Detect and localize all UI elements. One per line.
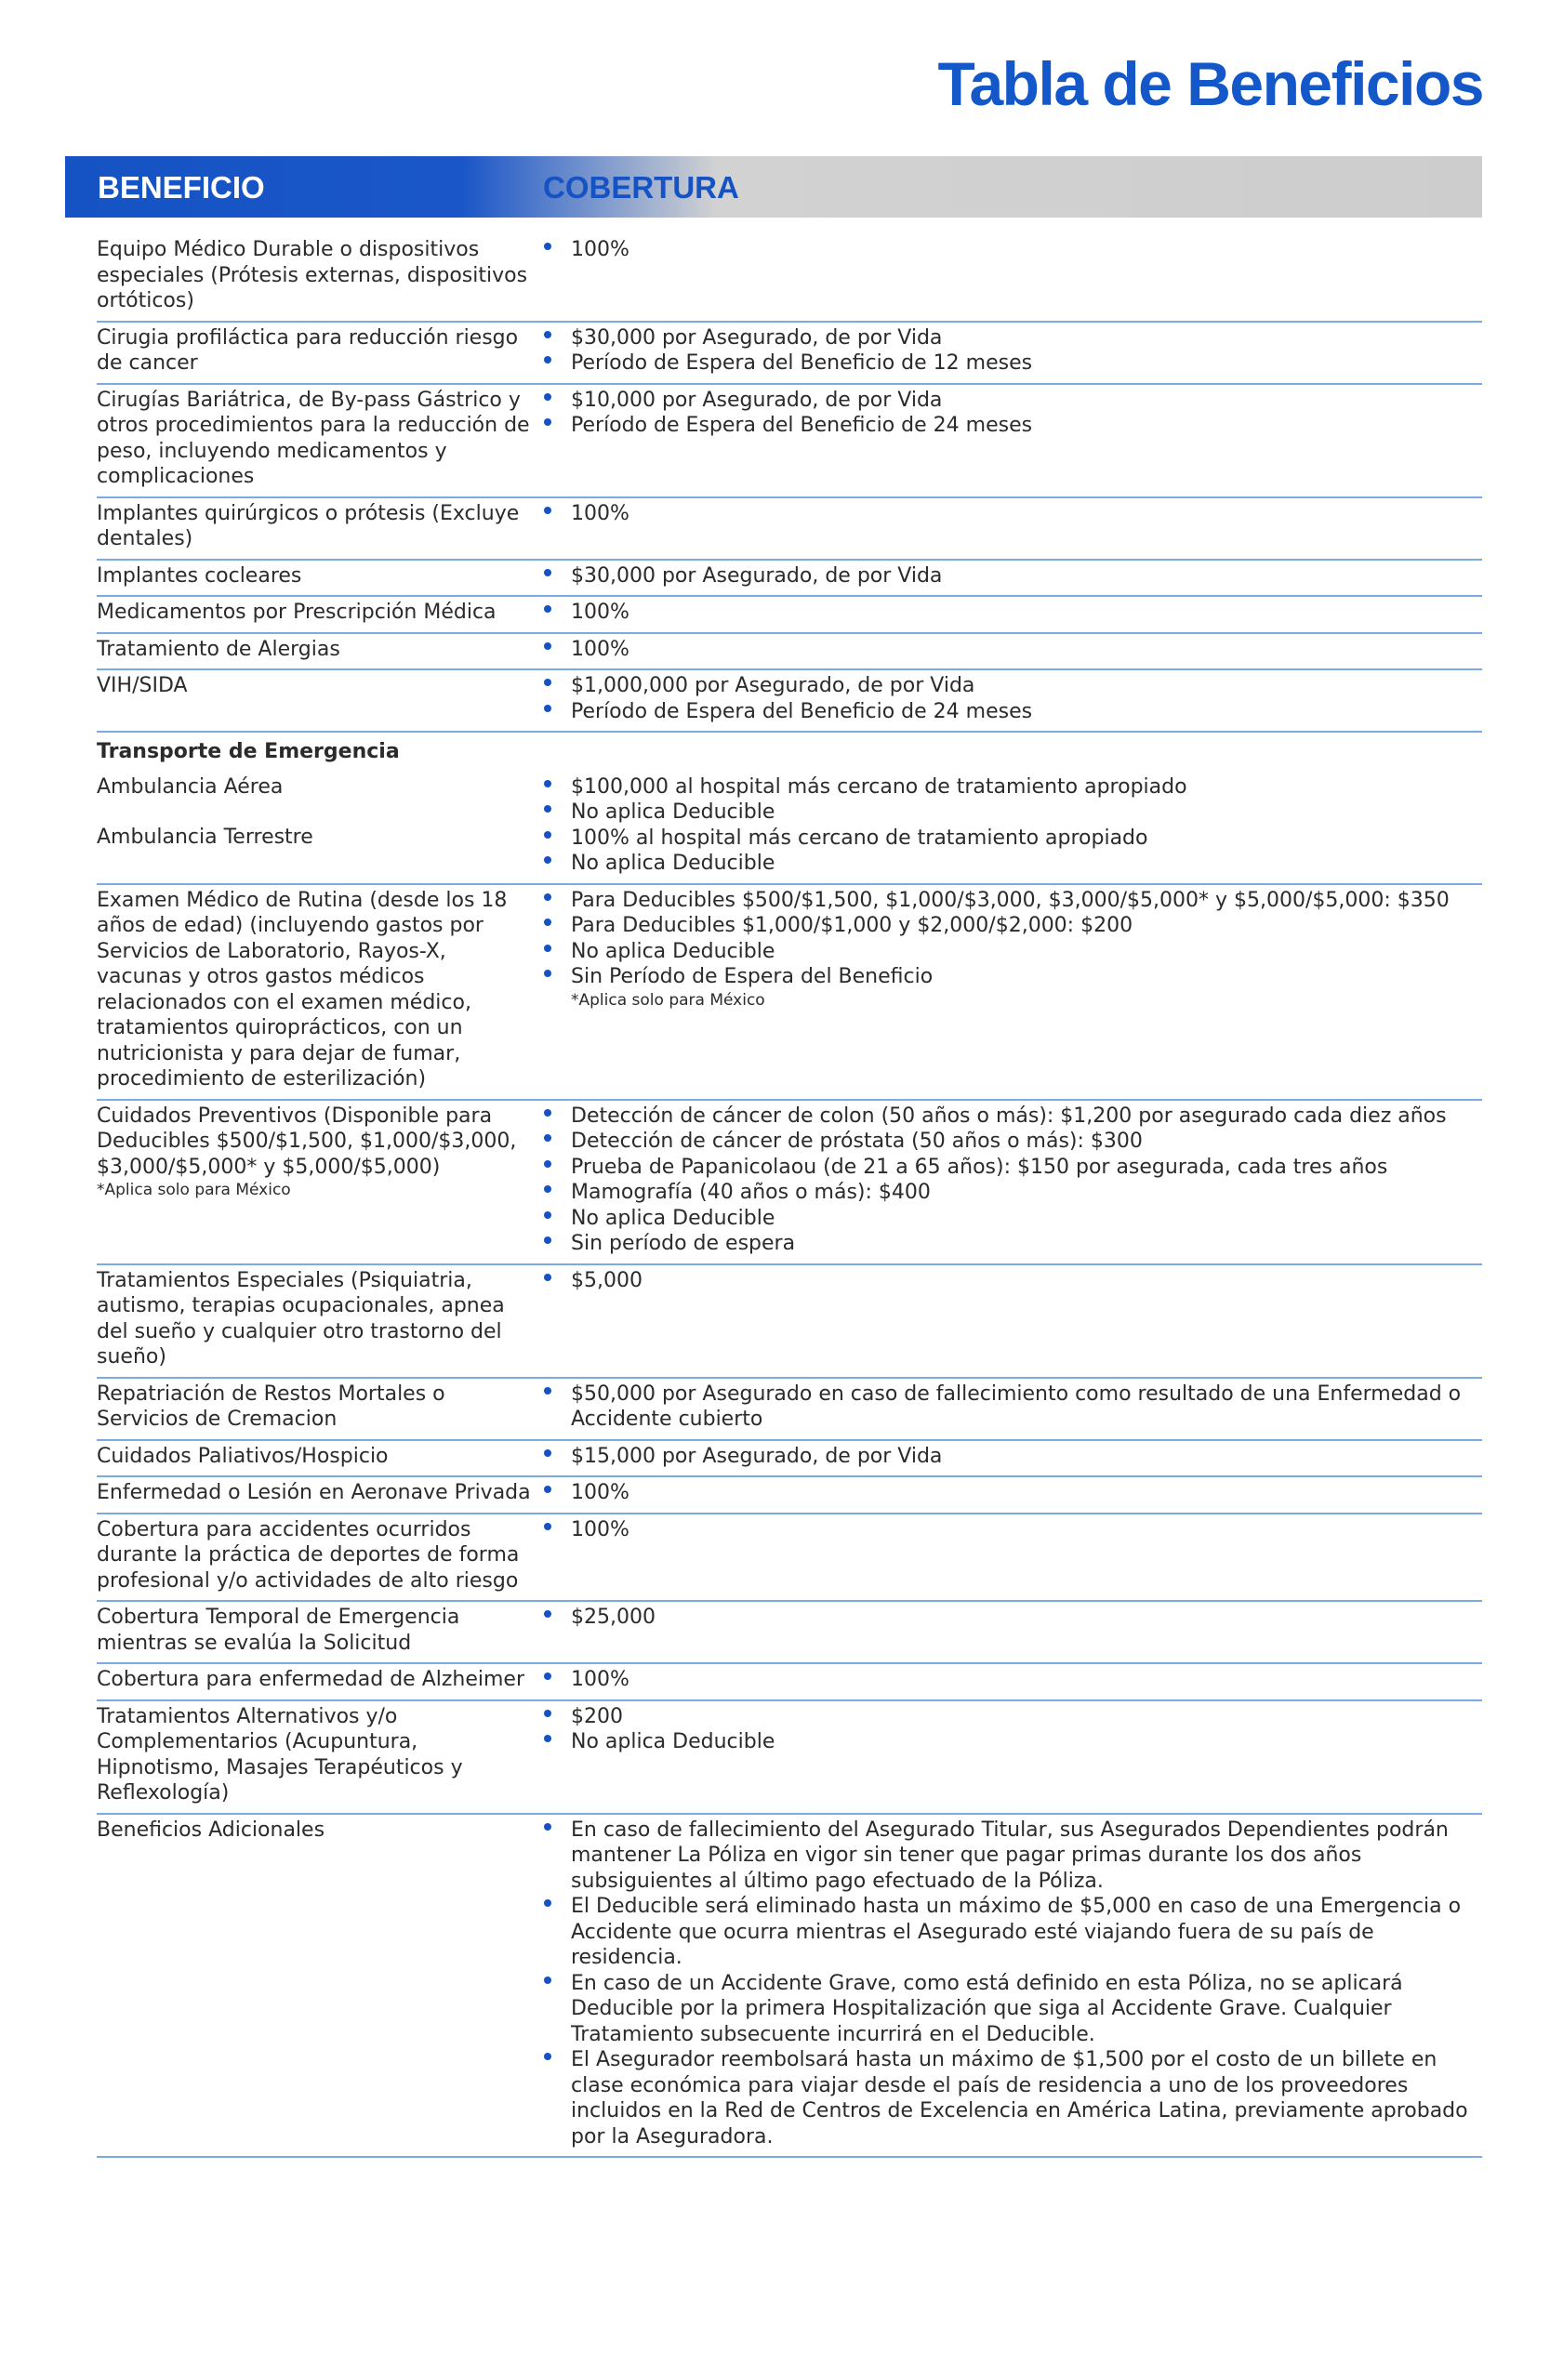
coverage-item: Para Deducibles $1,000/$1,000 y $2,000/$2,000: $200 [537, 913, 1482, 939]
coverage-item: Período de Espera del Beneficio de 24 meses [537, 413, 1482, 439]
coverage-item: 100% [537, 600, 1482, 626]
benefit-name [97, 774, 537, 877]
ambulancia-terrestre: Ambulancia Terrestre [97, 826, 313, 849]
coverage-item: $50,000 por Asegurado en caso de fallecimiento como resultado de una Enfermedad o Accidente cubierto [537, 1382, 1482, 1433]
coverage-item: Mamografía (40 años o más): $400 [537, 1180, 1482, 1206]
coverage-item: $200 [537, 1704, 1482, 1730]
coverage-item: Para Deducibles $500/$1,500, $1,000/$3,000, $3,000/$5,000* y $5,000/$5,000: $350 [537, 888, 1482, 914]
footnote: *Aplica solo para México [97, 1181, 291, 1199]
table-header [65, 156, 1482, 218]
table-row [97, 772, 1482, 885]
benefit-name: Cobertura para enfermedad de Alzheimer [97, 1668, 525, 1691]
coverage-item: $25,000 [537, 1605, 1482, 1631]
section-row [97, 733, 1482, 772]
benefit-name: Repatriación de Restos Mortales o Servicios de Cremacion [97, 1382, 445, 1431]
coverage-item: $5,000 [537, 1268, 1482, 1294]
footnote: *Aplica solo para México [571, 990, 765, 1010]
coverage-item: En caso de un Accidente Grave, como está definido en esta Póliza, no se aplicará Deducible por la primera Hospitalización que siga al Accidente Grave. Cualquier Tratamiento subsecuente incurrirá en el Deducible. [537, 1971, 1482, 2048]
coverage-item: No aplica Deducible [537, 1729, 1482, 1755]
table-row [97, 634, 1482, 671]
table-row [97, 670, 1482, 733]
coverage-item: 100% al hospital más cercano de tratamiento apropiado [537, 826, 1482, 852]
coverage-item: 100% [537, 1667, 1482, 1693]
table-row [97, 561, 1482, 598]
table-row [97, 1664, 1482, 1701]
benefit-name [97, 1104, 537, 1257]
table-row [97, 1265, 1482, 1379]
coverage-item: El Asegurador reembolsará hasta un máximo de $1,500 por el costo de un billete en clase económica para viajar desde el país de residencia a uno de los proveedores incluidos en la Red de Centros de Excelencia en América Latina, previamente aprobado por la Aseguradora. [537, 2047, 1482, 2149]
benefit-name: Cobertura Temporal de Emergencia mientras se evalúa la Solicitud [97, 1606, 460, 1655]
coverage-item: $30,000 por Asegurado, de por Vida [537, 563, 1482, 589]
table-row [97, 234, 1482, 323]
table-row [97, 597, 1482, 634]
benefit-name: Tratamientos Alternativos y/o Complementarios (Acupuntura, Hipnotismo, Masajes Terapéuticos y Reflexología) [97, 1704, 463, 1805]
benefit-name: Cuidados Paliativos/Hospicio [97, 1444, 389, 1468]
benefit-name: Examen Médico de Rutina (desde los 18 años de edad) (incluyendo gastos por Servicios de Laboratorio, Rayos-X, vacunas y otros gastos médicos relacionados con el examen médico, tratamientos quiroprácticos, con un nutricionista y para dejar de fumar, procedimiento de esterilización) [97, 888, 508, 1091]
benefit-name: VIH/SIDA [97, 674, 188, 697]
coverage-item: 100% [537, 637, 1482, 663]
coverage-item: $100,000 al hospital más cercano de tratamiento apropiado [537, 774, 1482, 800]
coverage-item: Detección de cáncer de próstata (50 años o más): $300 [537, 1129, 1482, 1155]
benefits-table [97, 234, 1482, 2158]
page-title: Tabla de Beneficios [937, 49, 1483, 118]
coverage-item: No aplica Deducible [537, 800, 1482, 826]
table-row [97, 1379, 1482, 1441]
table-row [97, 1477, 1482, 1514]
table-row [97, 1602, 1482, 1664]
coverage-item: $10,000 por Asegurado, de por Vida [537, 388, 1482, 414]
coverage-item: 100% [537, 1517, 1482, 1543]
coverage-item: Prueba de Papanicolaou (de 21 a 65 años): $150 por asegurada, cada tres años [537, 1155, 1482, 1181]
coverage-item: Período de Espera del Beneficio de 12 meses [537, 350, 1482, 377]
coverage-item: 100% [537, 501, 1482, 527]
table-row [97, 498, 1482, 561]
coverage-item: El Deducible será eliminado hasta un máximo de $5,000 en caso de una Emergencia o Accidente que ocurra mientras el Asegurado esté viajando fuera de su país de residencia. [537, 1894, 1482, 1971]
benefit-name: Implantes cocleares [97, 563, 302, 588]
table-row [97, 1815, 1482, 2159]
coverage-item: No aplica Deducible [537, 851, 1482, 877]
coverage-item: 100% [537, 1480, 1482, 1506]
coverage-item: Sin período de espera [537, 1231, 1482, 1257]
benefit-name: Cirugías Bariátrica, de By-pass Gástrico y otros procedimientos para la reducción de peso, incluyendo medicamentos y complicaciones [97, 388, 530, 488]
coverage-item: No aplica Deducible [537, 1206, 1482, 1232]
coverage-item: Período de Espera del Beneficio de 24 meses [537, 699, 1482, 725]
table-row [97, 1514, 1482, 1603]
coverage-item: 100% [537, 237, 1482, 263]
benefit-name: Cirugia profiláctica para reducción riesgo de cancer [97, 325, 519, 375]
benefit-name: Tratamiento de Alergias [97, 637, 340, 661]
benefit-name: Cobertura para accidentes ocurridos durante la práctica de deportes de forma profesional y/o actividades de alto riesgo [97, 1517, 520, 1593]
ambulancia-aerea: Ambulancia Aérea [97, 774, 284, 799]
table-row [97, 323, 1482, 385]
table-row [97, 1701, 1482, 1815]
coverage-item: Sin Período de Espera del Beneficio [537, 964, 1482, 990]
coverage-item: $30,000 por Asegurado, de por Vida [537, 325, 1482, 351]
benefit-name: Equipo Médico Durable o dispositivos especiales (Prótesis externas, dispositivos ortóticos) [97, 238, 528, 312]
table-row [97, 385, 1482, 498]
coverage-item: En caso de fallecimiento del Asegurado Titular, sus Asegurados Dependientes podrán mantener La Póliza en vigor sin tener que pagar primas durante los dos años subsiguientes al último pago efectuado de la Póliza. [537, 1818, 1482, 1895]
column-header-beneficio: BENEFICIO [98, 170, 265, 205]
benefit-name: Beneficios Adicionales [97, 1818, 325, 1842]
benefit-name: Implantes quirúrgicos o prótesis (Excluye dentales) [97, 501, 520, 550]
coverage-item: $15,000 por Asegurado, de por Vida [537, 1444, 1482, 1470]
benefit-name: Medicamentos por Prescripción Médica [97, 601, 497, 624]
column-header-cobertura: COBERTURA [543, 170, 739, 205]
coverage-item: No aplica Deducible [537, 939, 1482, 965]
coverage-item: $1,000,000 por Asegurado, de por Vida [537, 673, 1482, 699]
section-title: Transporte de Emergencia [97, 740, 400, 763]
benefit-text: Cuidados Preventivos (Disponible para Deducibles $500/$1,500, $1,000/$3,000, $3,000/$5,000* y $5,000/$5,000) [97, 1104, 517, 1179]
benefit-name: Tratamientos Especiales (Psiquiatria, autismo, terapias ocupacionales, apnea del sueño y cualquier otro trastorno del sueño) [97, 1268, 505, 1368]
coverage-item: Detección de cáncer de colon (50 años o más): $1,200 por asegurado cada diez años [537, 1104, 1482, 1130]
benefit-name: Enfermedad o Lesión en Aeronave Privada [97, 1481, 531, 1504]
table-row [97, 1441, 1482, 1478]
table-row [97, 1101, 1482, 1265]
table-row [97, 885, 1482, 1101]
